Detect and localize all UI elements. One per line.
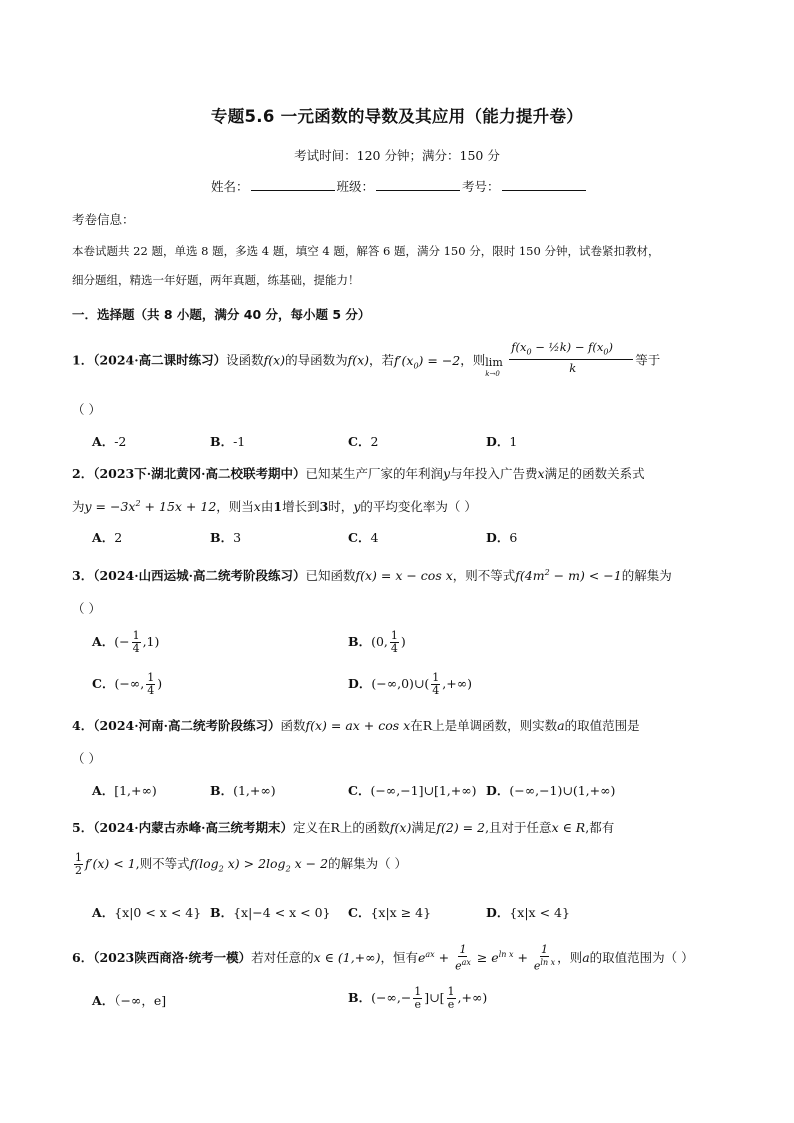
q4-option-c[interactable]: C．(−∞,−1]∪[1,+∞) [348,783,477,798]
class-field[interactable] [376,178,460,191]
q1-text: ，则 [460,352,486,368]
info-heading: 考卷信息： [72,212,135,227]
question-6: 6．（2023陕西商洛·统考一模）若对任意的x ∈ (1,+∞)，恒有$e^{ax}$ + $\frac{1}{e^{ax}}$ ≥ $e^{ln x}$ + $\frac{1}{e^{ln x}}$ ，则a的取值范围为（ ） [72,943,694,973]
q3-inequality: $f(4m^2 - m) < -1$ [515,567,622,583]
question-2: 2．（2023下·湖北黄冈·高二校联考期中）已知某生产厂家的年利润y与年投入广告费x满足的函数关系式 [72,466,645,481]
exam-time: 考试时间：120 分钟；满分：150 分 [294,148,500,163]
q1-limit: lim k→0 $f(x_0$ − ½k) − $f(x_0)$ k [485,344,635,378]
q4-option-a[interactable]: A．[1,+∞) [92,783,157,798]
number-field[interactable] [502,178,586,191]
q6-option-a[interactable]: A．（−∞，e] [92,993,167,1008]
q3-number: 3． [72,568,94,583]
question-4: 4．（2024·河南·高二统考阶段练习）函数f(x) = ax + cos x在R上是单调函数，则实数a的取值范围是 [72,718,640,733]
q6-number: 6． [72,949,94,965]
section-heading: 一．选择题（共 8 小题，满分 40 分，每小题 5 分） [72,307,371,322]
info-line-1: 本卷试题共 22 题，单选 8 题，多选 4 题，填空 4 题，解答 6 题，满分 150 分，限时 150 分钟，试卷紧扣教材， [72,244,660,258]
q3-option-b[interactable]: B．(0, $\frac{1}{4}$ ) [348,629,406,655]
q1-text: ，若 [369,352,395,368]
q6-inequality: $e^{ax}$ + $\frac{1}{e^{ax}}$ ≥ $e^{ln x}$ + $\frac{1}{e^{ln x}}$ [417,943,556,973]
q3-paren: （ ） [72,601,101,616]
q1-number: 1． [72,352,94,368]
question-5: 5．（2024·内蒙古赤峰·高三统考期末）定义在R上的函数f(x)满足f(2) = 2,且对于任意x ∈ R,都有 [72,820,615,835]
q1-formula-fx2: f(x) [347,352,370,368]
q1-option-b[interactable]: B．-1 [210,434,246,449]
class-label: 班级： [336,179,375,194]
q5-source: （2024·内蒙古赤峰·高三统考期末） [93,820,293,835]
q4-option-d[interactable]: D．(−∞,−1)∪(1,+∞) [486,783,616,798]
q4-formula: f(x) = ax + cos x [305,718,411,733]
q4-source: （2024·河南·高二统考阶段练习） [93,718,281,733]
q3-option-c[interactable]: C．(−∞, $\frac{1}{4}$ ) [92,671,163,697]
q5-number: 5． [72,820,94,835]
q2-number: 2． [72,466,94,481]
q1-option-a[interactable]: A．-2 [92,434,127,449]
q2-option-b[interactable]: B．3 [210,530,242,545]
q2-line-2: 为$y = -3x^2 + 15x + 12$，则当x由1增长到3时，y的平均变化率为（ ） [72,498,477,514]
q6-option-b[interactable]: B．(−∞,− $\frac{1}{e}$ ]∪[ $\frac{1}{e}$ ,+∞) [348,985,488,1011]
q3-formula: f(x) = x − cos x [355,568,453,583]
q1-option-c[interactable]: C．2 [348,434,379,449]
q5-option-b[interactable]: B．{x|−4 < x < 0} [210,905,331,920]
name-field[interactable] [251,178,335,191]
q5-inequality: $f(\log_2$ $x) > 2\log_2$ x − 2 [189,856,329,874]
q2-option-a[interactable]: A．2 [92,530,123,545]
q5-line-2: $\frac{1}{2}$ f′(x) < 1,则不等式$f(\log_2$ $x) > 2\log_2$ x − 2的解集为（ ） [75,851,408,877]
q3-source: （2024·山西运城·高二统考阶段练习） [93,568,306,583]
q5-option-a[interactable]: A．{x|0 < x < 4} [92,905,202,920]
q1-text: 设函数 [226,352,264,368]
q4-number: 4． [72,718,94,733]
question-3: 3．（2024·山西运城·高二统考阶段练习）已知函数f(x) = x − cos x，则不等式$f(4m^2 - m) < -1$的解集为 [72,567,672,583]
q1-paren: （ ） [72,402,101,417]
q1-condition: $f'(x_0) = -2$ [394,352,461,370]
q1-text: 的导函数为 [285,352,348,368]
q1-text: 等于 [635,352,661,368]
q2-text: 与年投入广告费 [450,466,538,481]
q2-text: 满足的函数关系式 [544,466,645,481]
name-label: 姓名： [211,179,249,194]
q6-source: （2023陕西商洛·统考一模） [93,949,252,965]
q1-option-d[interactable]: D．1 [486,434,518,449]
question-1 [72,340,661,378]
q2-source: （2023下·湖北黄冈·高二校联考期中） [93,466,306,481]
q2-formula: $y = -3x^2 + 15x + 12$ [84,498,217,514]
q2-option-c[interactable]: C．4 [348,530,379,545]
student-info-row [211,177,588,195]
number-label: 考号： [462,179,500,194]
q5-option-d[interactable]: D．{x|x < 4} [486,905,570,920]
q5-option-c[interactable]: C．{x|x ≥ 4} [348,905,432,920]
q1-formula-fx: f(x) [263,352,286,368]
page-title: 专题5.6 一元函数的导数及其应用（能力提升卷） [210,107,584,126]
q2-option-d[interactable]: D．6 [486,530,518,545]
q1-source: （2024·高二课时练习） [93,352,227,368]
q4-paren: （ ） [72,751,101,766]
q3-option-d[interactable]: D．(−∞,0)∪( $\frac{1}{4}$ ,+∞) [348,671,473,697]
q2-text: 已知某生产厂家的年利润 [305,466,443,481]
info-line-2: 细分题组，精选一年好题，两年真题，练基础，提能力！ [72,273,360,287]
q4-option-b[interactable]: B．(1,+∞) [210,783,276,798]
q3-option-a[interactable]: A．(− $\frac{1}{4}$ ,1) [92,629,160,655]
